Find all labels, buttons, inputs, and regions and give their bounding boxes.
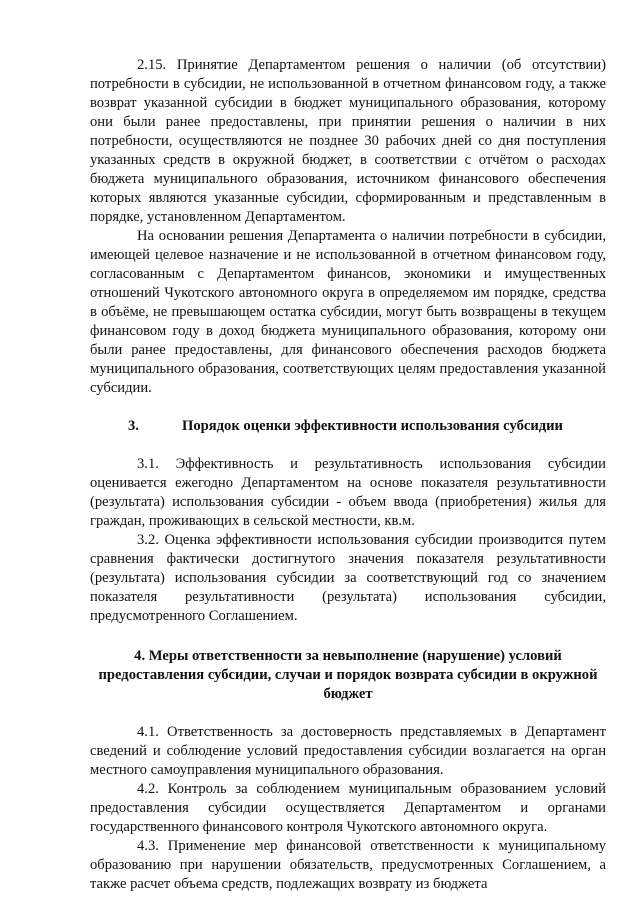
paragraph-refund-decision: На основании решения Департамента о наличии потребности в субсидии, имеющей целевое назначение и не использованной в отчетном финансовом году, согласованным с Департаментом финансов, экономики и имущественных отношений Чукотского автономного округа в определяемом им порядке, средства в объёме, не превышающем остатка субсидии, могут быть возвращены в текущем финансовом году в доход бюджета муниципального образования, которому они были ранее предоставлены, для финансового обеспечения расходов бюджета муниципального образования, соответствующих целям предоставления указанной субсидии. — [90, 228, 606, 396]
paragraph-4-3: 4.3. Применение мер финансовой ответственности к муниципальному образованию при нарушении обязательств, предусмотренных Соглашением, а также расчет объема средств, подлежащих возврату из бюджета — [90, 838, 606, 892]
paragraph-4-2: 4.2. Контроль за соблюдением муниципальным образованием условий предоставления субсидии осуществляется Департаментом и органами государственного финансового контроля Чукотского автономного округа. — [90, 781, 606, 835]
section-3-title: Порядок оценки эффективности использования субсидии — [182, 418, 563, 434]
paragraph-2-15: 2.15. Принятие Департаментом решения о наличии (об отсутствии) потребности в субсидии, не использованной в отчетном финансовом году, а также возврат указанной субсидии в бюджет муниципального образования, которому они были ранее предоставлены, при принятии решения о наличии в них потребности, осуществляются не позднее 30 рабочих дней со дня поступления указанных средств в окружной бюджет, в соответствии с отчётом о расходах бюджета муниципального образования, источником финансового обеспечения которых являются указанные субсидии, сформированным и представленным в порядке, установленном Департаментом. — [90, 57, 606, 225]
paragraph-3-2: 3.2. Оценка эффективности использования субсидии производится путем сравнения фактически достигнутого значения показателя результативности (результата) использования субсидии за соответствующий год со значением показателя результативности (результата) использования субсидии, предусмотренного Соглашением. — [90, 532, 606, 624]
section-3-number: 3. — [128, 418, 139, 434]
section-3-heading — [90, 417, 606, 436]
paragraph-3-1: 3.1. Эффективность и результативность использования субсидии оценивается ежегодно Департаментом на основе показателя результативности (результата) использования субсидии - объем ввода (приобретения) жилья для граждан, проживающих в сельской местности, кв.м. — [90, 456, 606, 529]
section-4-heading: 4. Меры ответственности за невыполнение (нарушение) условий предоставления субсидии, случаи и порядок возврата субсидии в окружной бюджет — [98, 648, 598, 702]
paragraph-4-1: 4.1. Ответственность за достоверность представляемых в Департамент сведений и соблюдение условий предоставления субсидии возлагается на орган местного самоуправления муниципального образования. — [90, 724, 606, 778]
